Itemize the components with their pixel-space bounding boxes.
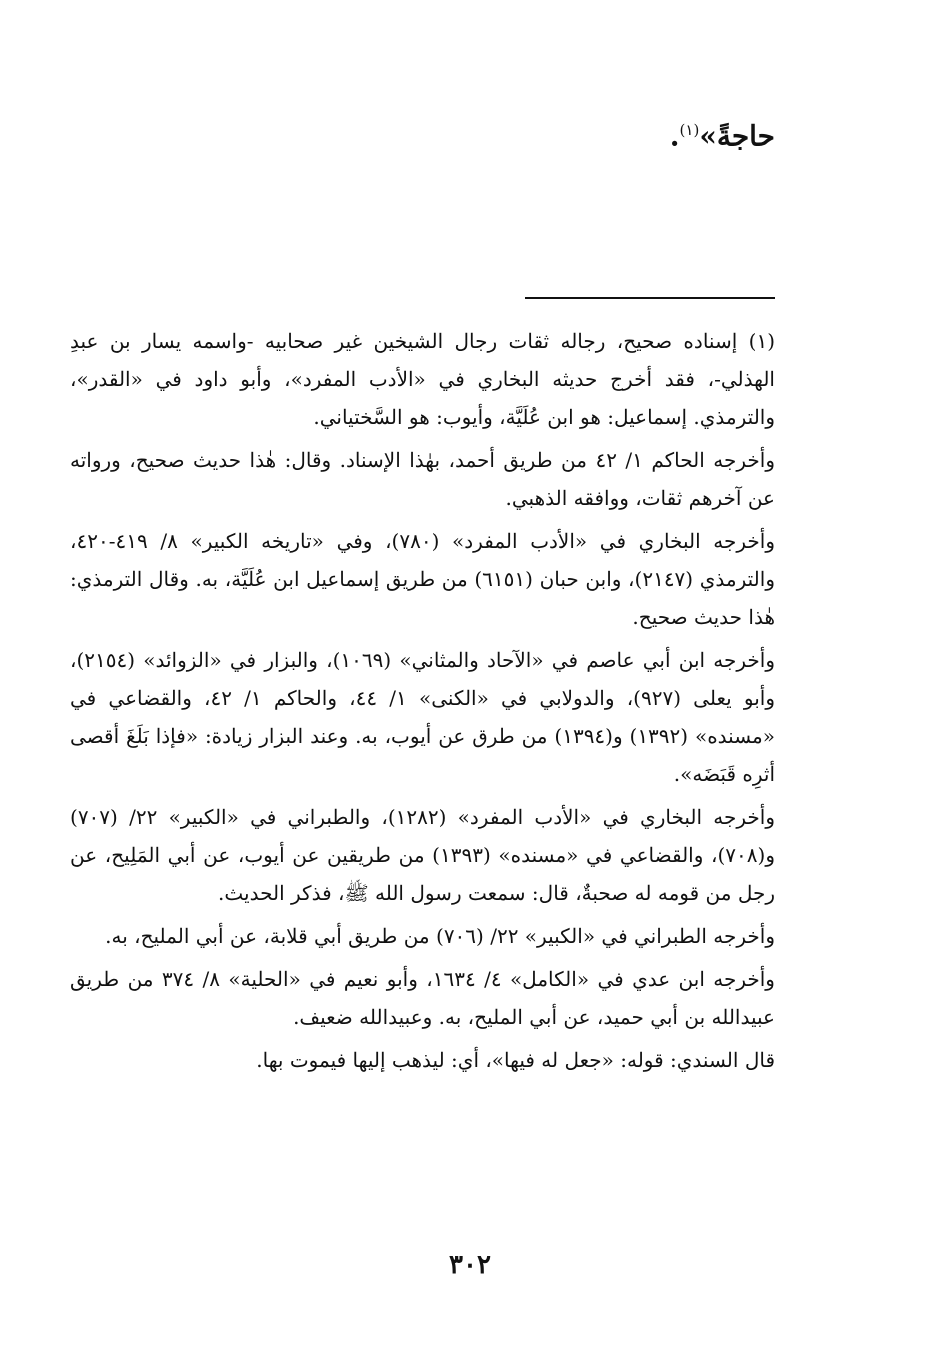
footnotes-section — [70, 322, 775, 1084]
footnote-paragraph: وأخرجه البخاري في «الأدب المفرد» (٧٨٠)، وفي «تاريخه الكبير» ٨/ ٤١٩-٤٢٠، والترمذي (٢١٤٧)، وابن حبان (٦١٥١) من طريق إسماعيل ابن عُلَيَّة، به. وقال الترمذي: هٰذا حديث صحيح. — [70, 529, 775, 629]
main-text-line — [670, 110, 775, 156]
footnote-paragraph: قال السندي: قوله: «جعل له فيها»، أي: ليذهب إليها فيموت بها. — [256, 1048, 775, 1072]
footnote-separator — [525, 297, 775, 299]
footnote-paragraph: (١) إسناده صحيح، رجاله ثقات رجال الشيخين غير صحابيه -واسمه يسار بن عبدِ الهذلي-، فقد أخرج حديثه البخاري في «الأدب المفرد»، وأبو داود في «القدر»، والترمذي. إسماعيل: هو ابن عُلَيَّة، وأيوب: هو السَّختياني. — [70, 329, 775, 429]
main-text: حاجةً» — [699, 119, 775, 153]
page-number: ٣٠٢ — [449, 1250, 491, 1280]
footnote-reference: (١) — [679, 121, 700, 139]
footnote-paragraph: وأخرجه البخاري في «الأدب المفرد» (١٢٨٢)، والطبراني في «الكبير» ٢٢/ (٧٠٧) و(٧٠٨)، والقضاعي في «مسنده» (١٣٩٣) من طريقين عن أيوب، عن أبي المَلِيح، عن رجل من قومه له صحبةٌ، قال: سمعت رسول الله ﷺ، فذكر الحديث. — [70, 805, 775, 905]
footnote-paragraph: وأخرجه ابن أبي عاصم في «الآحاد والمثاني» (١٠٦٩)، والبزار في «الزوائد» (٢١٥٤)، وأبو يعلى (٩٢٧)، والدولابي في «الكنى» ١/ ٤٤، والحاكم ١/ ٤٢، والقضاعي في «مسنده» (١٣٩٢) و(١٣٩٤) من طرق عن أيوب، به. وعند البزار زيادة: «فإذا بَلَغَ أقصى أثرِه قَبَضَه». — [70, 648, 775, 786]
footnote-paragraph: وأخرجه الحاكم ١/ ٤٢ من طريق أحمد، بهٰذا الإسناد. وقال: هٰذا حديث صحيح، ورواته عن آخرهم ثقات، ووافقه الذهبي. — [70, 448, 775, 510]
footnote-paragraph: وأخرجه ابن عدي في «الكامل» ٤/ ١٦٣٤، وأبو نعيم في «الحلية» ٨/ ٣٧٤ من طريق عبيدالله بن أبي حميد، عن أبي المليح، به. وعبيدالله ضعيف. — [70, 967, 775, 1029]
main-text-end: . — [669, 119, 680, 153]
footnote-paragraph: وأخرجه الطبراني في «الكبير» ٢٢/ (٧٠٦) من طريق أبي قلابة، عن أبي المليح، به. — [105, 924, 775, 948]
